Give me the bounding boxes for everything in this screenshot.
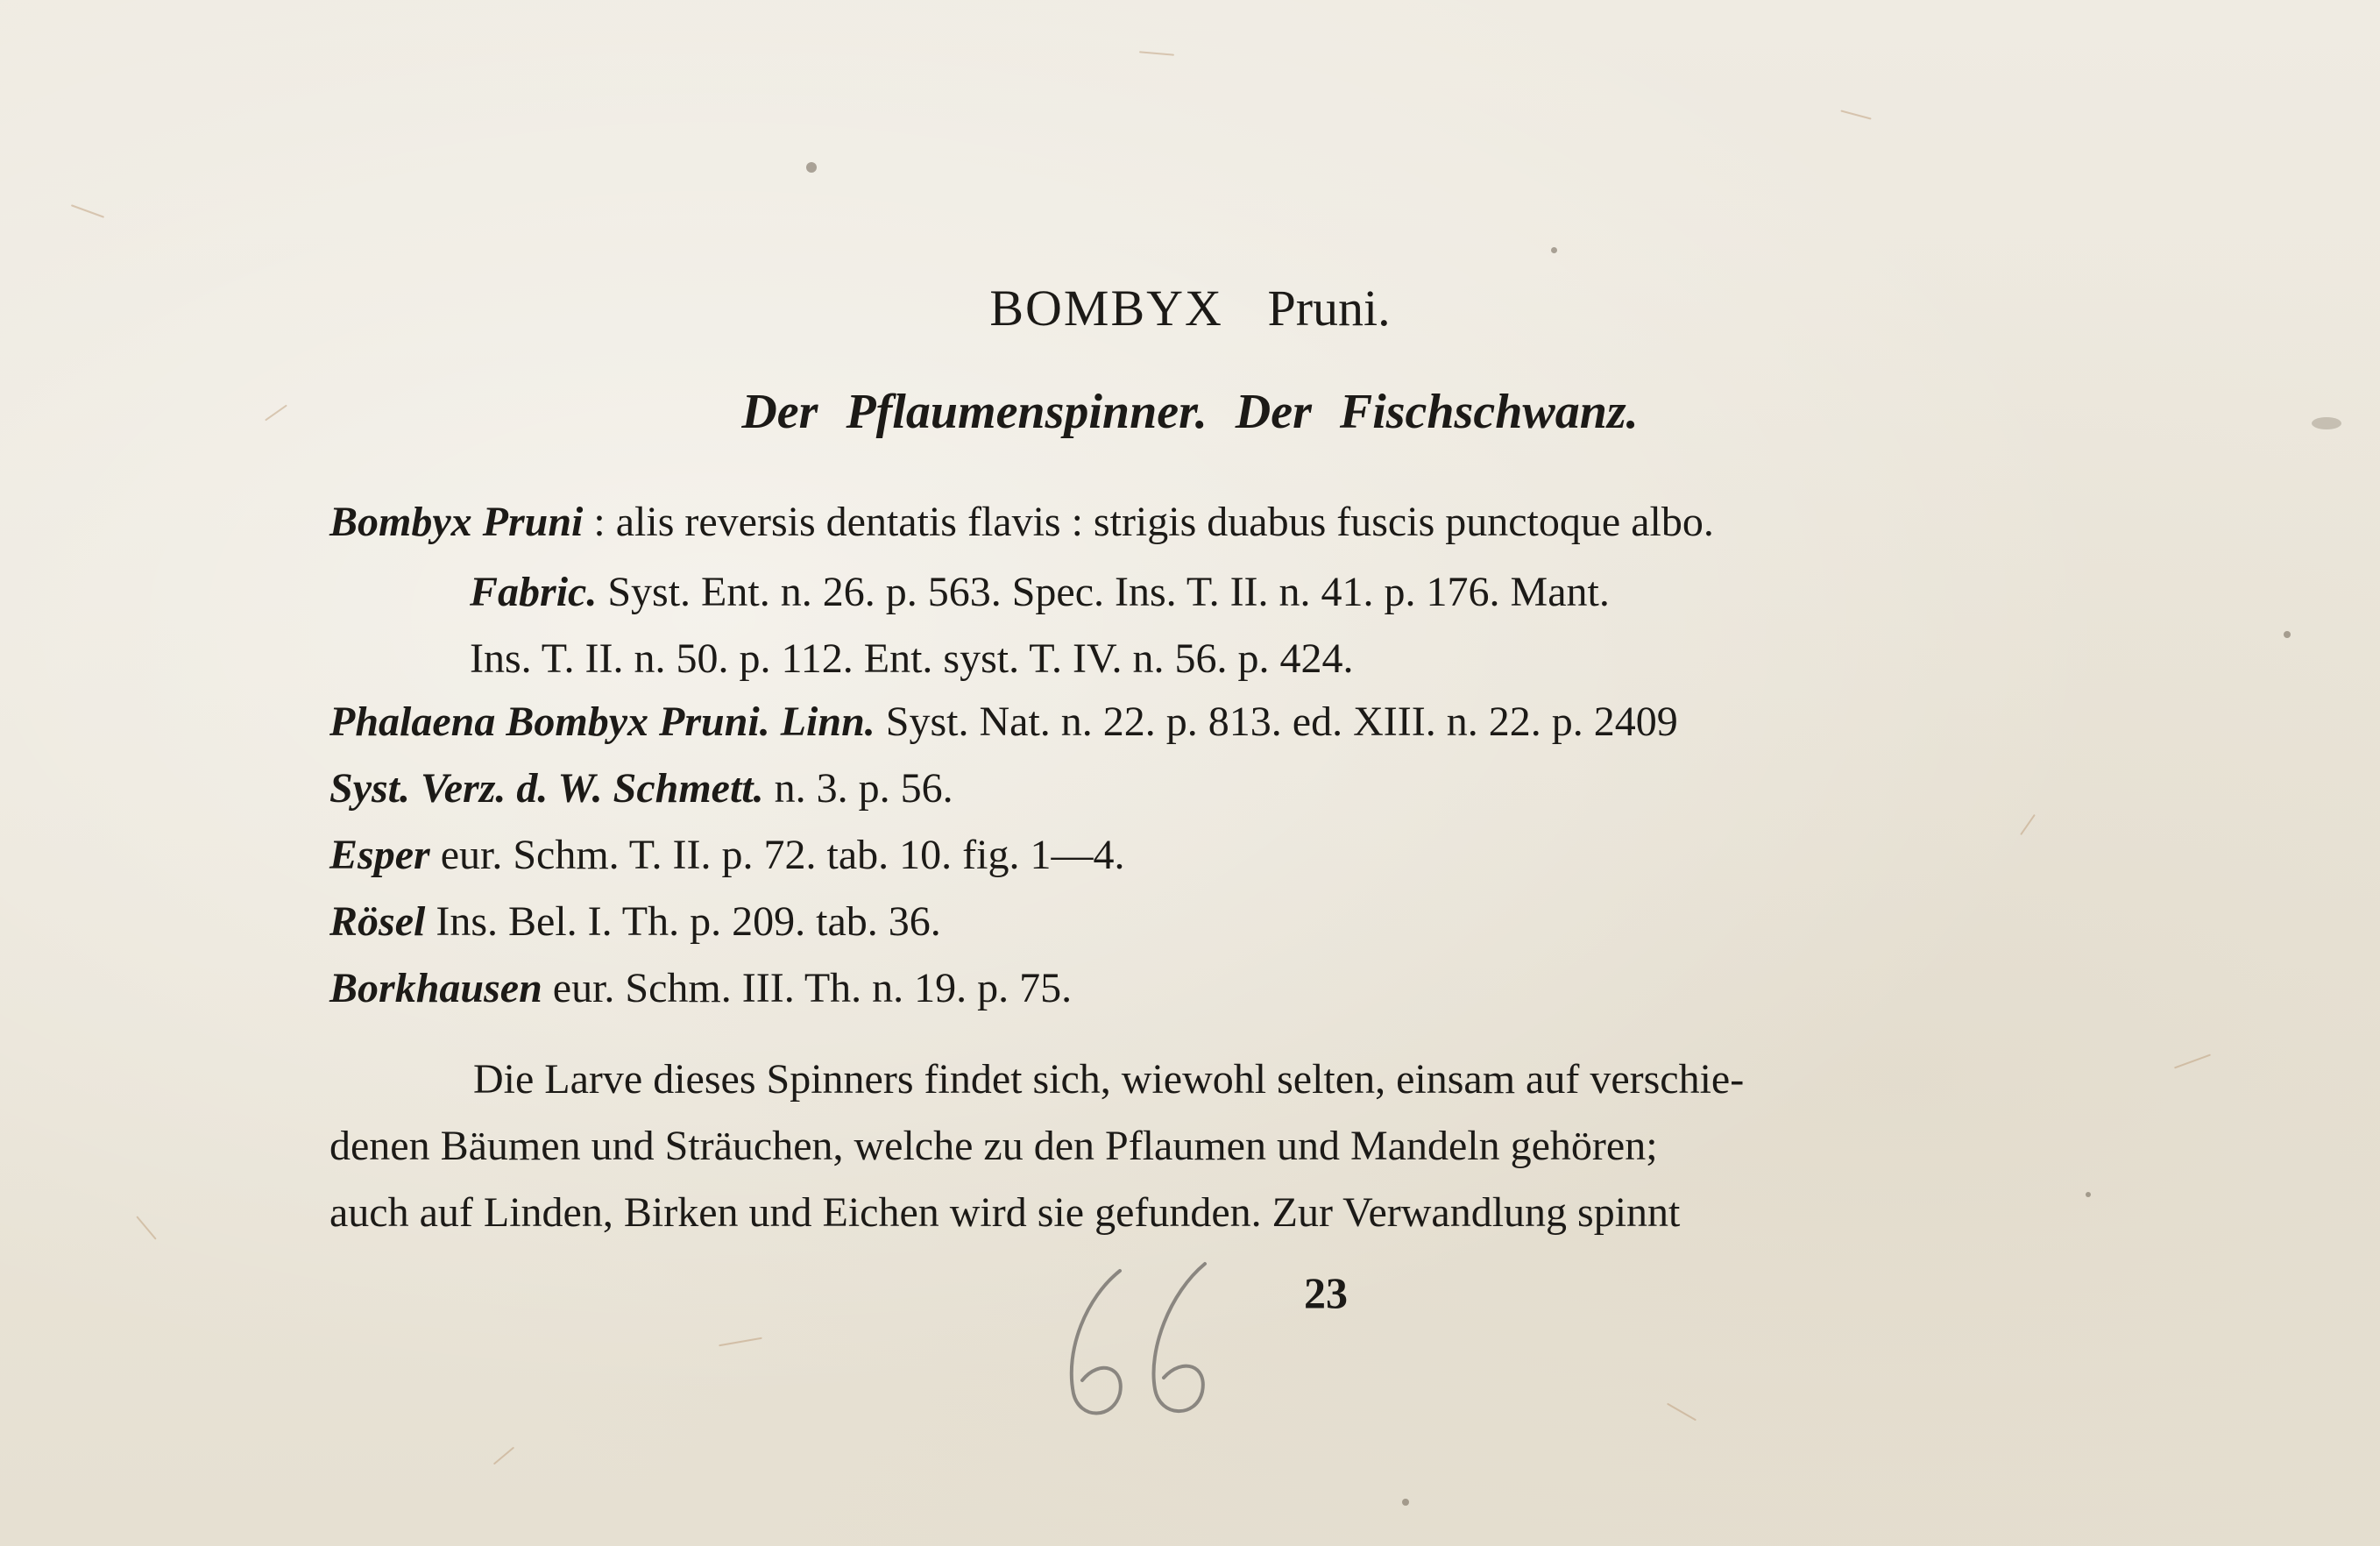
reference-line <box>329 501 1714 543</box>
reference-line <box>329 701 1678 743</box>
reference-text: eur. Schm. T. II. p. 72. tab. 10. fig. 1—4. <box>429 832 1125 878</box>
paper-fiber <box>2020 814 2036 835</box>
reference-line <box>470 635 1354 682</box>
reference-text: eur. Schm. III. Th. n. 19. p. 75. <box>542 965 1073 1011</box>
page-subtitle: Der Pflaumenspinner. Der Fischschwanz. <box>741 385 1639 439</box>
page-number: 23 <box>1304 1268 1348 1317</box>
title-species: Pruni. <box>1267 280 1391 337</box>
reference-italic: Fabric. <box>470 569 598 615</box>
paper-speck <box>1402 1499 1409 1506</box>
reference-italic: Syst. Verz. d. W. Schmett. <box>329 765 764 812</box>
title-genus: BOMBYX <box>989 280 1223 337</box>
reference-italic: Phalaena Bombyx Pruni. Linn. <box>329 699 875 745</box>
reference-italic: Bombyx Pruni <box>329 499 584 545</box>
body-line: denen Bäumen und Sträuchen, welche zu den Pflaumen und Mandeln gehören; <box>329 1123 1658 1169</box>
reference-text: Syst. Nat. n. 22. p. 813. ed. XIII. n. 22. p. 2409 <box>875 699 1678 745</box>
reference-text: n. 3. p. 56. <box>763 765 953 812</box>
reference-line <box>329 834 1124 876</box>
reference-line <box>329 765 953 812</box>
reference-line <box>470 571 1610 613</box>
paper-fiber <box>71 204 104 218</box>
paper-fiber <box>493 1447 514 1465</box>
body-line: Die Larve dieses Spinners findet sich, wiewohl selten, einsam auf verschie- <box>473 1056 1745 1103</box>
paper-speck <box>1551 247 1557 253</box>
reference-line <box>329 898 941 945</box>
paper-fiber <box>1139 51 1174 55</box>
reference-line <box>329 965 1073 1011</box>
reference-text: Ins. Bel. I. Th. p. 209. tab. 36. <box>425 898 941 945</box>
paper-fiber <box>1667 1403 1696 1422</box>
paper-speck <box>2284 631 2291 638</box>
pencil-note <box>1052 1253 1236 1429</box>
paper-fiber <box>2174 1054 2211 1069</box>
paper-speck <box>2086 1192 2091 1197</box>
paper-fiber <box>136 1216 156 1239</box>
page-title <box>0 279 2380 337</box>
reference-italic: Esper <box>329 832 430 878</box>
reference-italic: Borkhausen <box>329 965 542 1011</box>
paper-fiber <box>719 1337 762 1347</box>
paper-fiber <box>1840 110 1871 119</box>
body-line: auch auf Linden, Birken und Eichen wird sie gefunden. Zur Verwandlung spinnt <box>329 1189 1681 1236</box>
reference-text: : alis reversis dentatis flavis : strigis duabus fuscis punctoque albo. <box>583 499 1714 545</box>
reference-text: Ins. T. II. n. 50. p. 112. Ent. syst. T. IV. n. 56. p. 424. <box>470 635 1354 682</box>
paper-speck <box>806 162 817 173</box>
reference-italic: Rösel <box>329 898 426 945</box>
reference-text: Syst. Ent. n. 26. p. 563. Spec. Ins. T. II. n. 41. p. 176. Mant. <box>597 569 1610 615</box>
